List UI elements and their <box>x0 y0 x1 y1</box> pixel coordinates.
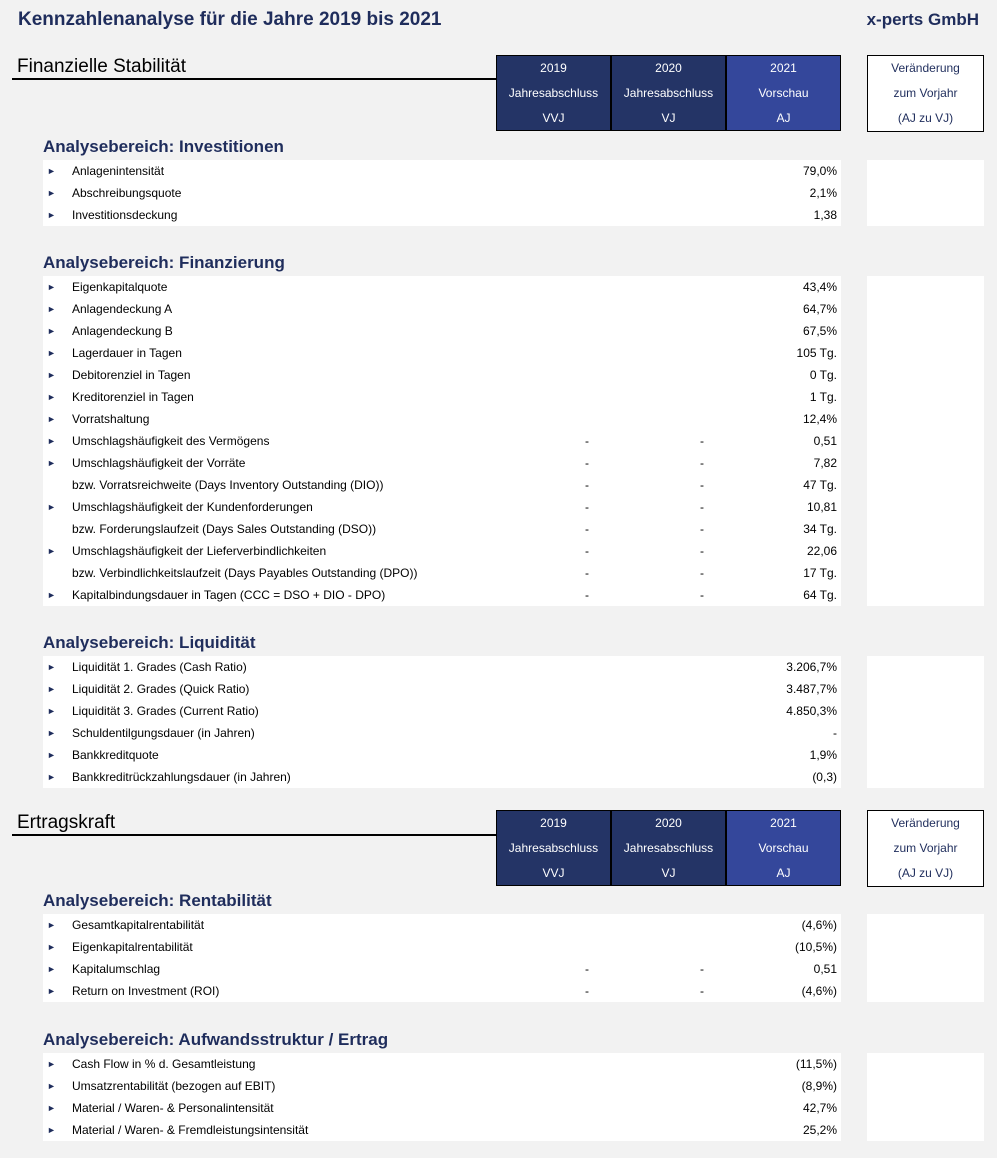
table-row <box>43 936 841 958</box>
table-row <box>43 496 841 518</box>
row-arrow-icon: ► <box>47 590 56 600</box>
row-arrow-icon: ► <box>47 684 56 694</box>
column-type: Jahresabschluss <box>623 86 714 100</box>
row-label: Kapitalbindungsdauer in Tagen (CCC = DSO + DIO - DPO) <box>72 588 386 602</box>
row-arrow-icon: ► <box>47 1059 56 1069</box>
area-title-rentabilitaet: Analysebereich: Rentabilität <box>43 891 272 910</box>
column-header-2021 <box>726 810 841 886</box>
value-2021: 25,2% <box>802 1123 837 1137</box>
table-row <box>43 276 841 298</box>
page-title: Kennzahlenanalyse für die Jahre 2019 bis 2021 <box>18 9 442 30</box>
row-arrow-icon: ► <box>47 282 56 292</box>
table-row <box>43 766 841 788</box>
row-label: Bankkreditquote <box>72 748 159 762</box>
value-2021: - <box>833 726 837 740</box>
column-year: 2020 <box>655 61 682 75</box>
column-year: 2020 <box>655 816 682 830</box>
column-abbr: AJ <box>776 866 791 880</box>
column-header-2019 <box>496 55 611 131</box>
value-2020: - <box>700 544 704 558</box>
value-2020: - <box>700 522 704 536</box>
section-title-ertragskraft: Ertragskraft <box>17 812 116 833</box>
row-label: Liquidität 1. Grades (Cash Ratio) <box>72 660 247 674</box>
area-title-investitionen: Analysebereich: Investitionen <box>43 137 284 156</box>
row-arrow-icon: ► <box>47 188 56 198</box>
row-label: Eigenkapitalrentabilität <box>72 940 193 954</box>
column-header-change <box>867 810 984 887</box>
value-2019: - <box>585 500 589 514</box>
value-2019: - <box>585 478 589 492</box>
table-row <box>43 452 841 474</box>
row-label: Umschlagshäufigkeit der Vorräte <box>72 456 246 470</box>
column-abbr: VJ <box>661 111 676 125</box>
row-label: Anlagendeckung A <box>72 302 173 316</box>
value-2021: 1,38 <box>813 208 837 222</box>
row-arrow-icon: ► <box>47 392 56 402</box>
change-column-liquiditaet <box>867 656 984 788</box>
change-line3: (AJ zu VJ) <box>897 111 954 125</box>
table-row <box>43 298 841 320</box>
row-label: bzw. Verbindlichkeitslaufzeit (Days Payables Outstanding (DPO)) <box>72 566 418 580</box>
column-header-2019 <box>496 810 611 886</box>
table-row <box>43 518 841 540</box>
value-2021: 1 Tg. <box>809 390 837 404</box>
value-2019: - <box>585 588 589 602</box>
table-row <box>43 474 841 496</box>
row-arrow-icon: ► <box>47 942 56 952</box>
table-row <box>43 1053 841 1075</box>
column-header-2021 <box>726 55 841 131</box>
value-2021: 0 Tg. <box>809 368 837 382</box>
column-type: Vorschau <box>758 86 809 100</box>
row-arrow-icon: ► <box>47 986 56 996</box>
column-year: 2019 <box>540 816 567 830</box>
row-arrow-icon: ► <box>47 546 56 556</box>
table-row <box>43 656 841 678</box>
section-underline <box>12 78 497 80</box>
value-2019: - <box>585 522 589 536</box>
change-column-investitionen <box>867 160 984 226</box>
table-row <box>43 342 841 364</box>
column-abbr: VVJ <box>542 866 565 880</box>
row-arrow-icon: ► <box>47 436 56 446</box>
column-header-change <box>867 55 984 132</box>
row-arrow-icon: ► <box>47 458 56 468</box>
row-label: Return on Investment (ROI) <box>72 984 220 998</box>
row-arrow-icon: ► <box>47 662 56 672</box>
value-2020: - <box>700 500 704 514</box>
row-arrow-icon: ► <box>47 210 56 220</box>
row-arrow-icon: ► <box>47 728 56 738</box>
row-label: Eigenkapitalquote <box>72 280 168 294</box>
area-title-finanzierung: Analysebereich: Finanzierung <box>43 253 285 272</box>
row-arrow-icon: ► <box>47 348 56 358</box>
row-arrow-icon: ► <box>47 1081 56 1091</box>
row-arrow-icon: ► <box>47 1103 56 1113</box>
row-label: Vorratshaltung <box>72 412 150 426</box>
row-arrow-icon: ► <box>47 706 56 716</box>
value-2021: (10,5%) <box>794 940 837 954</box>
table-row <box>43 364 841 386</box>
row-label: Anlagenintensität <box>72 164 165 178</box>
value-2021: (11,5%) <box>795 1057 837 1071</box>
area-table-investitionen <box>43 160 841 226</box>
column-year: 2021 <box>770 816 797 830</box>
value-2021: 1,9% <box>809 748 837 762</box>
value-2021: 3.487,7% <box>786 682 837 696</box>
table-row <box>43 408 841 430</box>
column-type: Jahresabschluss <box>623 841 714 855</box>
value-2020: - <box>700 962 704 976</box>
table-row <box>43 744 841 766</box>
row-label: Lagerdauer in Tagen <box>72 346 182 360</box>
row-label: Investitionsdeckung <box>72 208 178 222</box>
row-label: bzw. Forderungslaufzeit (Days Sales Outstanding (DSO)) <box>72 522 377 536</box>
area-title-liquiditaet: Analysebereich: Liquidität <box>43 633 256 652</box>
table-row <box>43 914 841 936</box>
row-label: Umsatzrentabilität (bezogen auf EBIT) <box>72 1079 276 1093</box>
table-row <box>43 700 841 722</box>
row-arrow-icon: ► <box>47 326 56 336</box>
table-row <box>43 204 841 226</box>
table-row <box>43 182 841 204</box>
row-arrow-icon: ► <box>47 920 56 930</box>
row-arrow-icon: ► <box>47 750 56 760</box>
table-row <box>43 1075 841 1097</box>
row-arrow-icon: ► <box>47 1125 56 1135</box>
value-2020: - <box>700 984 704 998</box>
value-2021: 47 Tg. <box>803 478 837 492</box>
table-row <box>43 980 841 1002</box>
column-abbr: VVJ <box>542 111 565 125</box>
row-arrow-icon: ► <box>47 304 56 314</box>
row-label: Kapitalumschlag <box>72 962 161 976</box>
area-table-finanzierung <box>43 276 841 606</box>
company-name: x-perts GmbH <box>866 10 979 29</box>
table-row <box>43 722 841 744</box>
row-arrow-icon: ► <box>47 166 56 176</box>
row-label: Umschlagshäufigkeit der Lieferverbindlichkeiten <box>72 544 327 558</box>
change-line2: zum Vorjahr <box>893 86 958 100</box>
row-label: Anlagendeckung B <box>72 324 173 338</box>
change-line1: Veränderung <box>891 816 960 830</box>
row-arrow-icon: ► <box>47 964 56 974</box>
row-label: Material / Waren- & Fremdleistungsintensität <box>72 1123 309 1137</box>
table-row <box>43 1097 841 1119</box>
table-row <box>43 584 841 606</box>
table-row <box>43 160 841 182</box>
table-row <box>43 958 841 980</box>
area-table-aufwandsstruktur <box>43 1053 841 1141</box>
value-2019: - <box>585 544 589 558</box>
value-2021: 42,7% <box>802 1101 837 1115</box>
value-2019: - <box>585 566 589 580</box>
row-label: Gesamtkapitalrentabilität <box>72 918 205 932</box>
value-2021: 43,4% <box>802 280 837 294</box>
row-label: Kreditorenziel in Tagen <box>72 390 194 404</box>
value-2020: - <box>700 478 704 492</box>
row-label: Cash Flow in % d. Gesamtleistung <box>72 1057 256 1071</box>
row-label: Liquidität 2. Grades (Quick Ratio) <box>72 682 250 696</box>
section-title-finanzielle-stabilitaet: Finanzielle Stabilität <box>17 56 186 77</box>
row-arrow-icon: ► <box>47 772 56 782</box>
table-row <box>43 562 841 584</box>
column-type: Vorschau <box>758 841 809 855</box>
row-arrow-icon: ► <box>47 370 56 380</box>
table-row <box>43 1119 841 1141</box>
value-2019: - <box>585 434 589 448</box>
value-2021: 79,0% <box>802 164 837 178</box>
row-label: Umschlagshäufigkeit des Vermögens <box>72 434 270 448</box>
area-table-rentabilitaet <box>43 914 841 1002</box>
value-2021: 10,81 <box>806 500 837 514</box>
table-row <box>43 430 841 452</box>
value-2020: - <box>700 566 704 580</box>
table-row <box>43 540 841 562</box>
value-2019: - <box>585 456 589 470</box>
row-label: bzw. Vorratsreichweite (Days Inventory Outstanding (DIO)) <box>72 478 384 492</box>
value-2021: 7,82 <box>813 456 837 470</box>
value-2021: 17 Tg. <box>803 566 837 580</box>
value-2021: (0,3) <box>812 770 837 784</box>
value-2021: 67,5% <box>802 324 837 338</box>
area-title-aufwandsstruktur: Analysebereich: Aufwandsstruktur / Ertrag <box>43 1030 389 1049</box>
value-2020: - <box>700 456 704 470</box>
change-column-rentabilitaet <box>867 914 984 1002</box>
row-label: Umschlagshäufigkeit der Kundenforderungen <box>72 500 313 514</box>
column-abbr: AJ <box>776 111 791 125</box>
value-2020: - <box>700 588 704 602</box>
column-year: 2019 <box>540 61 567 75</box>
value-2021: 0,51 <box>813 434 837 448</box>
value-2021: (4,6%) <box>801 984 837 998</box>
value-2021: 64 Tg. <box>803 588 837 602</box>
section-underline <box>12 834 497 836</box>
value-2021: (8,9%) <box>801 1079 837 1093</box>
change-column-aufwandsstruktur <box>867 1053 984 1141</box>
value-2021: 0,51 <box>813 962 837 976</box>
row-label: Material / Waren- & Personalintensität <box>72 1101 274 1115</box>
value-2021: 34 Tg. <box>803 522 837 536</box>
column-year: 2021 <box>770 61 797 75</box>
column-header-2020 <box>611 55 726 131</box>
row-arrow-icon: ► <box>47 502 56 512</box>
value-2021: (4,6%) <box>801 918 837 932</box>
value-2021: 12,4% <box>802 412 837 426</box>
table-row <box>43 386 841 408</box>
row-arrow-icon: ► <box>47 414 56 424</box>
column-header-2020 <box>611 810 726 886</box>
area-table-liquiditaet <box>43 656 841 788</box>
column-type: Jahresabschluss <box>508 841 599 855</box>
row-label: Abschreibungsquote <box>72 186 182 200</box>
value-2021: 4.850,3% <box>786 704 837 718</box>
value-2021: 105 Tg. <box>796 346 837 360</box>
column-abbr: VJ <box>661 866 676 880</box>
value-2021: 64,7% <box>802 302 837 316</box>
change-line3: (AJ zu VJ) <box>897 866 954 880</box>
value-2020: - <box>700 434 704 448</box>
value-2019: - <box>585 962 589 976</box>
row-label: Schuldentilgungsdauer (in Jahren) <box>72 726 255 740</box>
row-label: Debitorenziel in Tagen <box>72 368 191 382</box>
change-line1: Veränderung <box>891 61 960 75</box>
change-line2: zum Vorjahr <box>893 841 958 855</box>
value-2021: 2,1% <box>809 186 837 200</box>
value-2019: - <box>585 984 589 998</box>
column-type: Jahresabschluss <box>508 86 599 100</box>
row-label: Bankkreditrückzahlungsdauer (in Jahren) <box>72 770 291 784</box>
change-column-finanzierung <box>867 276 984 606</box>
table-row <box>43 678 841 700</box>
row-label: Liquidität 3. Grades (Current Ratio) <box>72 704 259 718</box>
value-2021: 3.206,7% <box>786 660 837 674</box>
value-2021: 22,06 <box>806 544 837 558</box>
table-row <box>43 320 841 342</box>
